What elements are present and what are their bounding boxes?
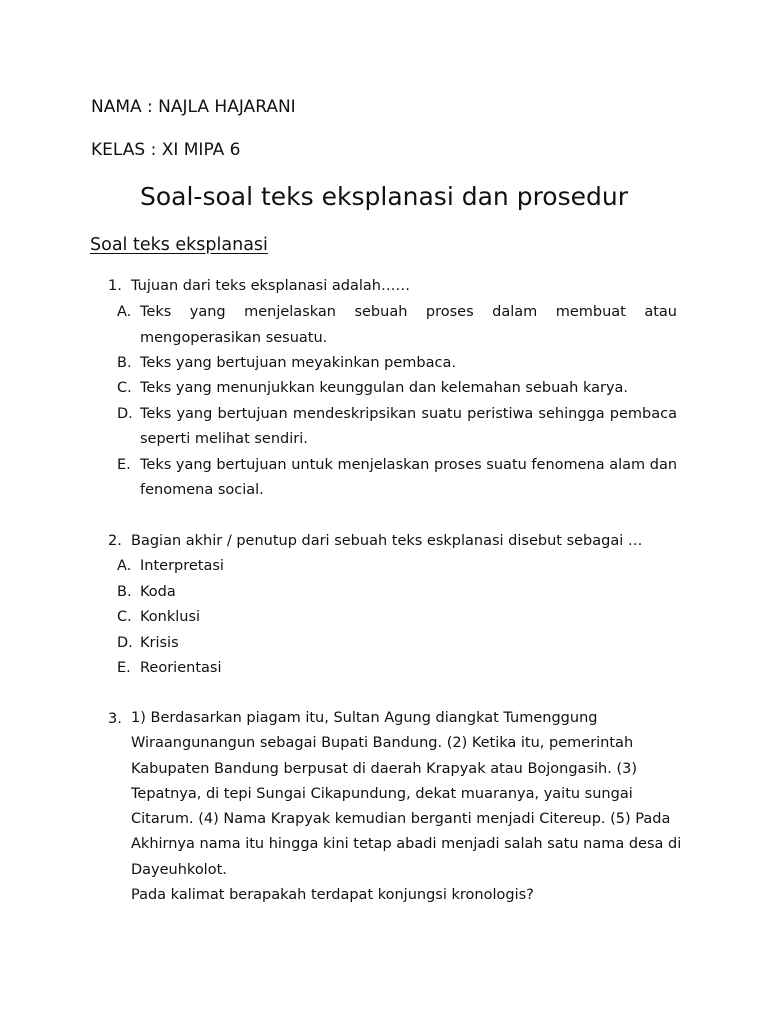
option-text: Teks yang menunjukkan keunggulan dan kelemahan sebuah karya. bbox=[140, 380, 629, 396]
paragraph-line: Wiraangunangun sebagai Bupati Bandung. (2) Ketika itu, pemerintah bbox=[131, 735, 634, 752]
option-text: Teks yang bertujuan meyakinkan pembaca. bbox=[140, 355, 456, 371]
option-letter: C. bbox=[117, 609, 132, 625]
paragraph-line: 1) Berdasarkan piagam itu, Sultan Agung diangkat Tumenggung bbox=[131, 710, 598, 726]
option-letter: A. bbox=[117, 558, 132, 574]
question-prompt: Pada kalimat berapakah terdapat konjungsi kronologis? bbox=[131, 887, 534, 904]
option-letter: C. bbox=[117, 380, 132, 396]
paragraph-line: Tepatnya, di tepi Sungai Cikapundung, dekat muaranya, yaitu sungai bbox=[131, 785, 633, 802]
option-text: Teks yang bertujuan mendeskripsikan suatu peristiwa sehingga pembaca bbox=[140, 406, 677, 422]
student-name: NAMA : NAJLA HAJARANI bbox=[91, 97, 296, 117]
question-paragraph bbox=[131, 706, 691, 908]
page-title: Soal-soal teks eksplanasi dan prosedur bbox=[140, 182, 628, 211]
question-number: 3. bbox=[108, 711, 122, 727]
paragraph-line: Dayeuhkolot. bbox=[131, 861, 227, 878]
student-class: KELAS : XI MIPA 6 bbox=[91, 140, 241, 160]
option-letter: A. bbox=[117, 304, 132, 320]
option-letter: E. bbox=[117, 457, 131, 473]
paragraph-line: Akhirnya nama itu hingga kini tetap abadi menjadi salah satu nama desa di bbox=[131, 836, 682, 853]
option-text: Konklusi bbox=[140, 609, 201, 625]
option-text: Teks yang bertujuan untuk menjelaskan proses suatu fenomena alam dan bbox=[140, 457, 678, 473]
question-text: Bagian akhir / penutup dari sebuah teks eskplanasi disebut sebagai … bbox=[131, 533, 643, 549]
option-text-continued: seperti melihat sendiri. bbox=[140, 431, 308, 447]
option-text-continued: fenomena social. bbox=[140, 482, 264, 498]
paragraph-line: Citarum. (4) Nama Krapyak kemudian berganti menjadi Citereup. (5) Pada bbox=[131, 811, 671, 828]
option-text-continued: mengoperasikan sesuatu. bbox=[140, 330, 328, 346]
option-text: Reorientasi bbox=[140, 660, 222, 676]
option-letter: B. bbox=[117, 355, 132, 371]
section-title: Soal teks eksplanasi bbox=[90, 235, 268, 255]
option-letter: E. bbox=[117, 660, 131, 676]
option-text: Teks yang menjelaskan sebuah proses dalam membuat atau bbox=[140, 304, 677, 320]
question-number: 1. bbox=[108, 278, 122, 294]
option-letter: D. bbox=[117, 406, 133, 422]
option-text: Koda bbox=[140, 584, 176, 600]
question-number: 2. bbox=[108, 533, 122, 549]
option-text: Krisis bbox=[140, 635, 179, 651]
option-letter: B. bbox=[117, 584, 132, 600]
question-text: Tujuan dari teks eksplanasi adalah…… bbox=[131, 278, 410, 294]
option-letter: D. bbox=[117, 635, 133, 651]
paragraph-line: Kabupaten Bandung berpusat di daerah Krapyak atau Bojongasih. (3) bbox=[131, 760, 637, 777]
option-text: Interpretasi bbox=[140, 558, 224, 574]
